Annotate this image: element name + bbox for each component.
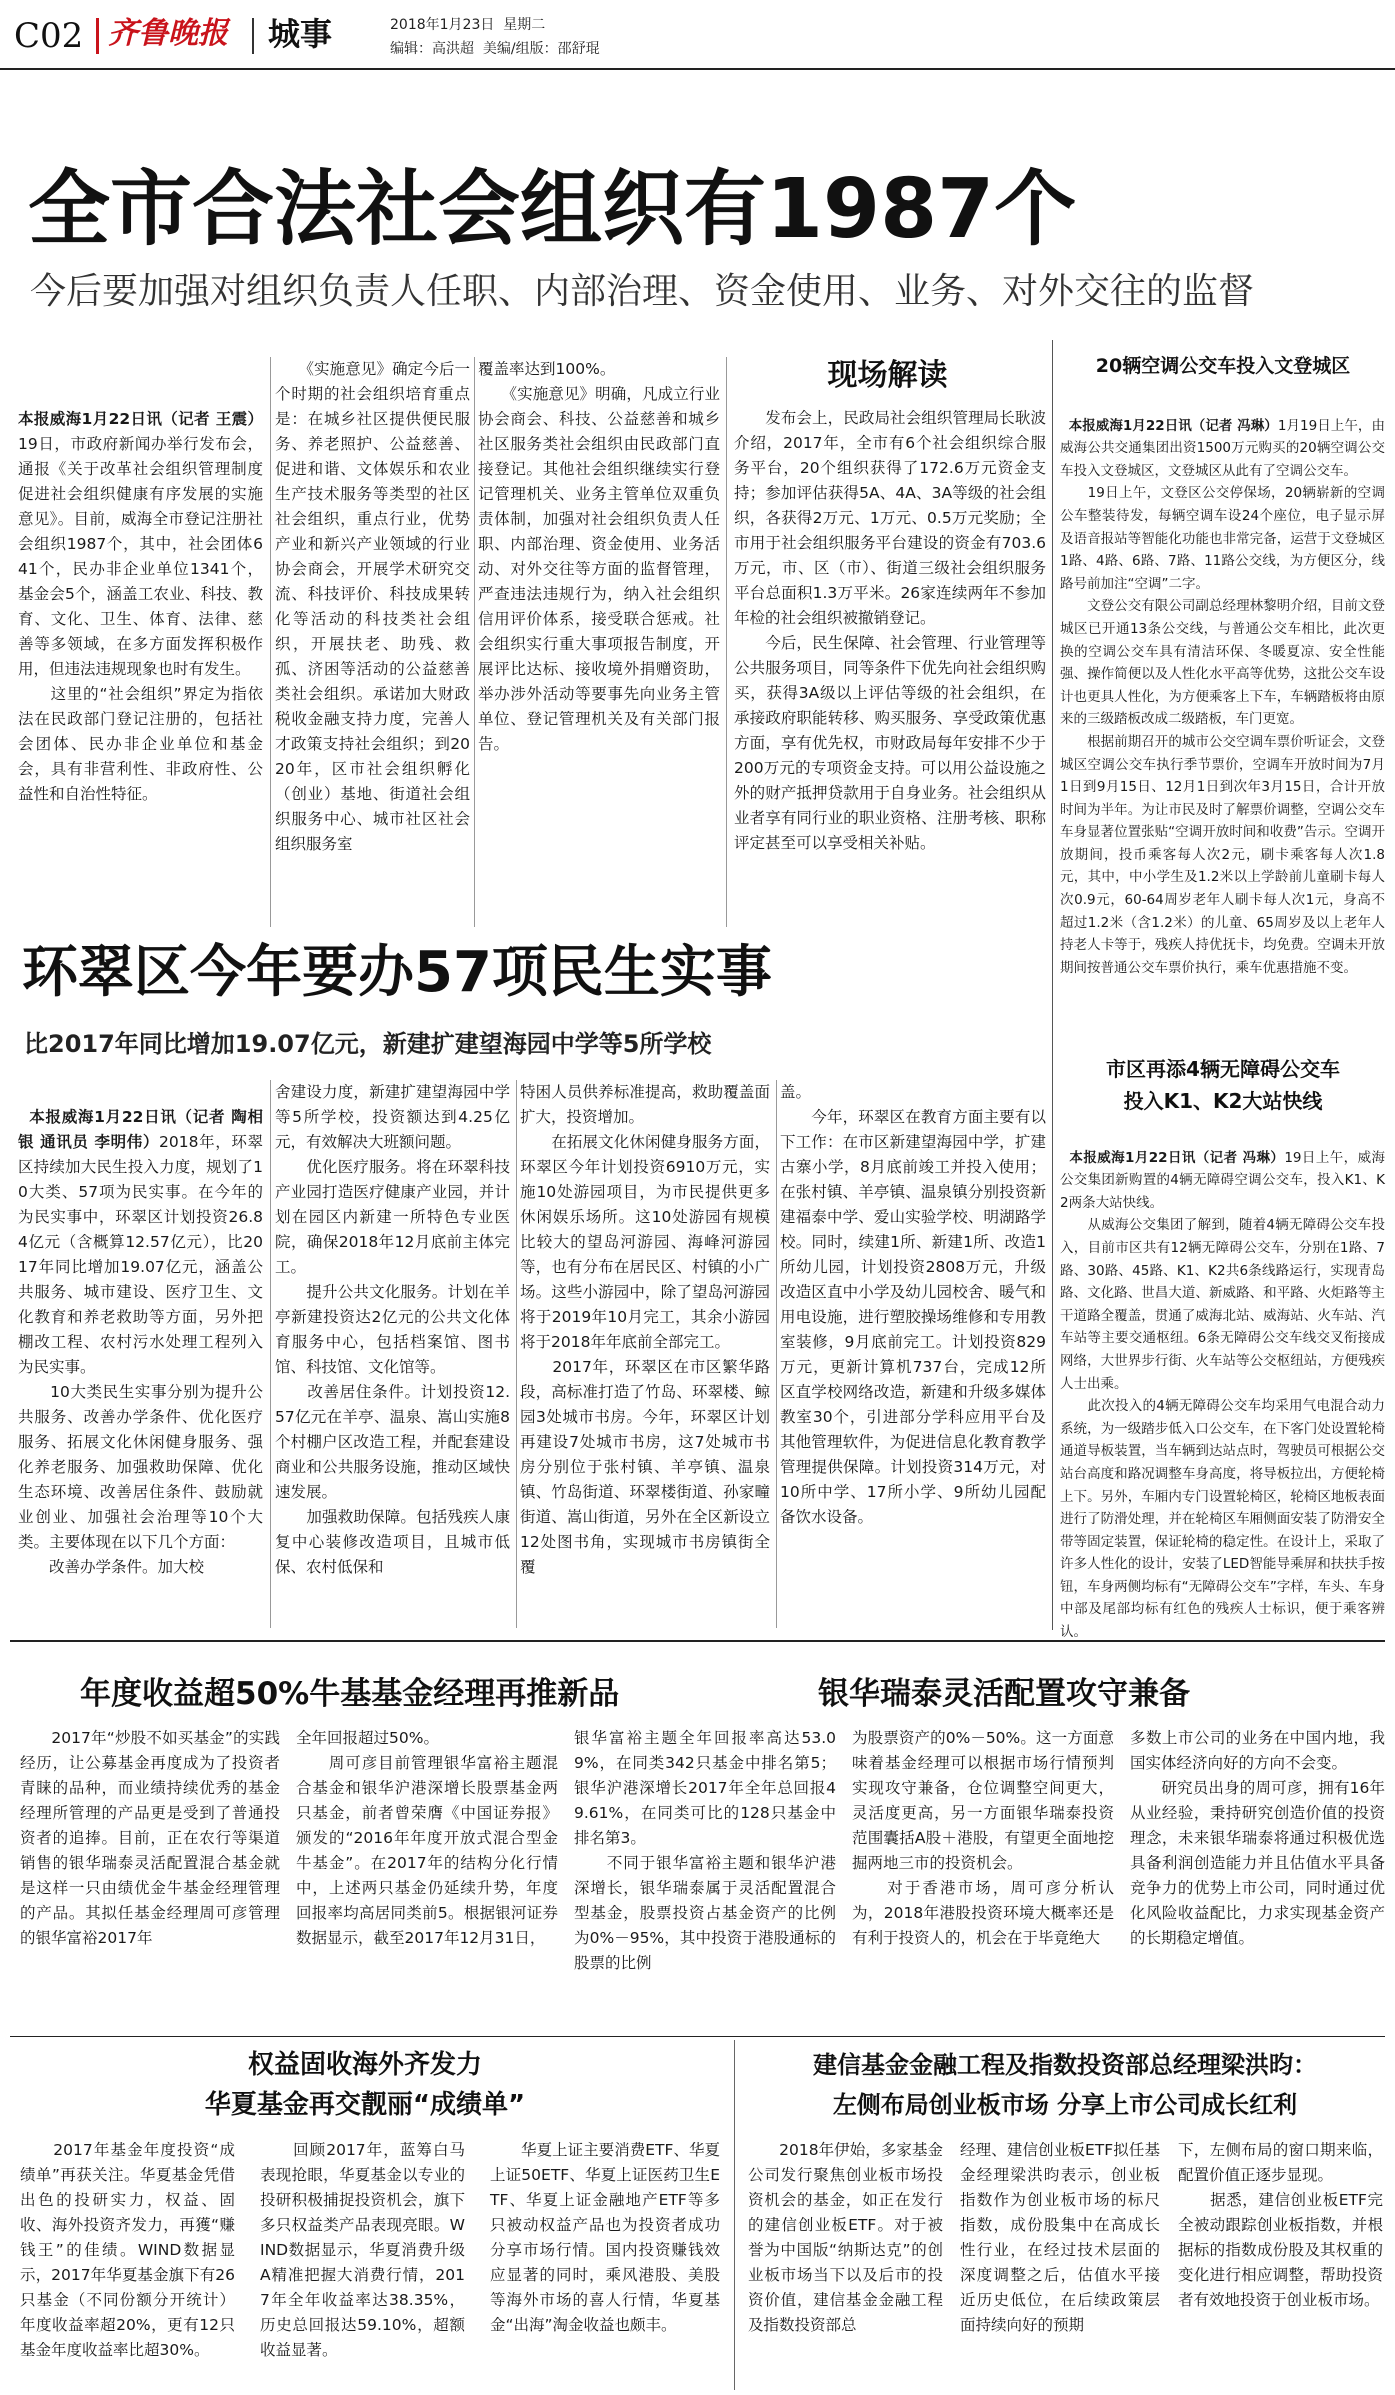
column-divider	[734, 2040, 735, 2390]
sidebar-headline: 投入K1、K2大站快线	[1123, 1089, 1323, 1113]
column-divider	[516, 1080, 517, 1628]
article-column: 回顾2017年，蓝筹白马表现抢眼，华夏基金以专业的投研积极捕捉投资机会，旗下多只权益类产品表现亮眼。WIND数据显示，华夏消费升级A精准把握大消费行情，2017年全年收益率达38.35%，历史总回报达59.10%，超额收益显著。	[260, 2141, 465, 2359]
header-rule	[0, 68, 1395, 70]
dateline: 本报威海1月22日讯（记者 王震）	[18, 410, 263, 428]
headline-main: 全市合法社会组织有1987个	[28, 162, 1077, 257]
article-column: 2017年基金年度投资“成绩单”再获关注。华夏基金凭借出色的投研实力，权益、固收、海外投资齐发力，再獲“赚钱王”的佳绩。WIND数据显示，2017年华夏基金旗下有26只基金（不同份额分开统计）年度收益率超20%，更有12只基金年度收益率比超30%。	[20, 2141, 235, 2359]
headline-second: 环翠区今年要办57项民生实事	[22, 940, 772, 1005]
page-header	[0, 0, 1395, 70]
section-name: 城事	[268, 15, 333, 53]
sidebar-headline: 20辆空调公交车投入文登城区	[1095, 355, 1351, 377]
column-divider	[270, 357, 271, 927]
article-column: 本报威海1月22日讯（记者 王震）19日，市政府新闻办举行发布会，通报《关于改革社会组织管理制度促进社会组织健康有序发展的实施意见》。目前，威海全市登记注册社会组织1987个，其中，社会团体641个，民办非企业单位1341个，基金会5个，涵盖工农业、科技、教育、文化、卫生、体育、法律、慈善等多领域，在多方面发挥积极作用，但违法违规现象也时有发生。 这里的“社会组织”界定为指依法在民政部门登记注册的，包括社会团体、民办非企业单位和基金会，具有非营利性、非政府性、公益性和自治性特征。	[18, 410, 263, 803]
sidebar-article: 本报威海1月22日讯（记者 冯琳）19日上午，威海公交集团新购置的4辆无障碍空调公交车，投入K1、K2两条大站快线。 从威海公交集团了解到，随着4辆无障碍公交车投入，目前市区共有12辆无障碍公交车，分别在1路、7路、30路、45路、K1、K2共6条线路运行，实现青岛路、文化路、世昌大道、新威路、和平路、火炬路等主干道路全覆盖，贯通了威海北站、威海站、火车站、汽车站等主要交通枢纽。6条无障碍公交车线交叉衔接成网络，大世界步行街、火车站等公交枢纽站，方便残疾人士出乘。 此次投入的4辆无障碍公交车均采用气电混合动力系统，为一级踏步低入口公交车，在下客门处设置轮椅通道导板装置，当车辆到达站点时，驾驶员可根据公交站台高度和路况调整车身高度，将导板拉出，方便轮椅上下。另外，车厢内专门设置轮椅区，轮椅区地板表面进行了防滑处理，并在轮椅区车厢侧面安装了防滑安全带等固定装置，保证轮椅的稳定性。在设计上，采取了许多人性化的设计，安装了LED智能导乘屏和扶扶手按钮，车身两侧均标有“无障碍公交车”字样，车头、车身中部及尾部均标有红色的残疾人士标识，便于乘客辨认。	[1060, 1149, 1385, 1641]
editor-credits: 编辑：高洪超 美编/组版：邵舒琨	[390, 41, 600, 57]
divider-bar	[252, 18, 254, 54]
article-column: 华夏上证主要消费ETF、华夏上证50ETF、华夏上证医药卫生ETF、华夏上证金融地产ETF等多只被动权益产品也为投资者成功分享市场行情。国内投资赚钱效应显著的同时，乘风港股、美股等海外市场的喜人行情，华夏基金“出海”淘金收益也颇丰。	[490, 2141, 720, 2334]
article-column: 发布会上，民政局社会组织管理局长耿波介绍，2017年，全市有6个社会组织综合服务平台，20个组织获得了172.6万元资金支持；参加评估获得5A、4A、3A等级的社会组织，各获得2万元、1万元、0.5万元奖励；全市用于社会组织服务平台建设的资金有703.6万元，市、区（市）、街道三级社会组织服务平台总面积1.3万平米。26家连续两年不参加年检的社会组织被撤销登记。 今后，民生保障、社会管理、行业管理等公共服务项目，同等条件下优先向社会组织购买，获得3A级以上评估等级的社会组织，在承接政府职能转移、购买服务、享受政策优惠方面，享有优先权，市财政局每年安排不少于200万元的专项资金支持。可以用公益设施之外的财产抵押贷款用于自身业务。社会组织从业者享有同行业的职业资格、注册考核、职称评定甚至可以享受相关补贴。	[734, 409, 1046, 852]
sidebar-article: 本报威海1月22日讯（记者 冯琳）1月19日上午，由威海公共交通集团出资1500万元购买的20辆空调公交车投入文登城区，文登城区从此有了空调公交车。 19日上午，文登区公交停保场，20辆崭新的空调公车整装待发，每辆空调车设24个座位，电子显示屏及语音报站等智能化功能也非常完备，运营于文登城区1路、4路、6路、7路、11路公交线，为方便区分，线路号前加注“空调”二字。 文登公交有限公司副总经理林黎明介绍，目前文登城区已开通13条公交线，与普通公交车相比，此次更换的空调公交车具有清洁环保、冬暖夏凉、安全性能强、操作简便以及人性化水平高等优势，这批公交车设计也更具人性化，为方便乘客上下车，车辆踏板将由原来的三级踏板改成二级踏板，车门更宽。 根据前期召开的城市公交空调车票价听证会，文登城区空调公交车执行季节票价，空调车开放时间为7月1日到9月15日、12月1日到次年3月15日，合计开放时间为半年。为让市民及时了解票价调整，空调公交车车身显著位置张贴“空调开放时间和收费”告示。空调开放期间，投币乘客每人次2元，刷卡乘客每人次1.8元，其中，中小学生及1.2米以上学龄前儿童刷卡每人次0.9元，60-64周岁老年人刷卡每人次1元，身高不超过1.2米（含1.2米）的儿童、65周岁及以上老年人持老人卡等于，残疾人持优抚卡，均免费。空调未开放期间按普通公交车票价执行，乘车优惠措施不变。	[1060, 417, 1385, 976]
article-column: 本报威海1月22日讯（记者 陶相银 通讯员 李明伟）2018年，环翠区持续加大民生投入力度，规划了10大类、57项为民实事。在今年的为民实事中，环翠区计划投资26.84亿元（含概算12.57亿元），比2017年同比增加19.07亿元，涵盖公共服务、城市建设、医疗卫生、文化教育和养老救助等方面，另外把棚改工程、农村污水处理工程列入为民实事。 10大类民生实事分别为提升公共服务、改善办学条件、优化医疗服务、拓展文化休闲健身服务、强化养老服务、加强救助保障、优化生态环境、改善居住条件、鼓励就业创业、加强社会治理等10个大类。主要体现在以下几个方面： 改善办学条件。加大校	[18, 1108, 263, 1576]
fund-headline: 权益固收海外齐发力	[247, 2050, 482, 2080]
section-rule	[10, 1640, 1385, 1642]
fund-headline: 左侧布局创业板市场 分享上市公司成长红利	[832, 2091, 1298, 2119]
column-divider	[474, 357, 475, 927]
column-divider	[726, 357, 727, 927]
section-title-interpretation: 现场解读	[827, 358, 948, 393]
article-column: 多数上市公司的业务在中国内地，我国实体经济向好的方向不会变。 研究员出身的周可彦，拥有16年从业经验，秉持研究创造价值的投资理念，未来银华瑞泰将通过积极优选具备利润创造能力并且估值水平具备竞争力的优势上市公司，同时通过优化风险收益配比，力求实现基金资产的长期稳定增值。	[1130, 1729, 1385, 1947]
divider-bar	[96, 18, 99, 54]
article-column: 盖。 今年，环翠区在教育方面主要有以下工作：在市区新建望海园中学，扩建古寨小学，8月底前竣工并投入使用；在张村镇、羊亭镇、温泉镇分别投资新建福泰中学、爱山实验学校、明湖路学校。同时，续建1所、新建1所、改造1所幼儿园，计划投资2808万元，升级改造区直中小学及幼儿园校舍、暖气和用电设施，进行塑胶操场维修和专用教室装修，9月底前完工。计划投资829万元，更新计算机737台，完成12所区直学校网络改造，新建和升级多媒体教室30个，引进部分学科应用平台及其他管理软件，为促进信息化教育教学管理提供保障。计划投资314万元，对10所中学、17所小学、9所幼儿园配备饮水设备。	[780, 1083, 1046, 1526]
article-column: 2018年伊始，多家基金公司发行聚焦创业板市场投资机会的基金，如正在发行的建信创业板ETF。对于被誉为中国版“纳斯达克”的创业板市场当下以及后市的投资价值，建信基金金融工程及指数投资部总	[748, 2141, 943, 2334]
article-column: 特困人员供养标准提高，救助覆盖面扩大，投资增加。 在拓展文化休闲健身服务方面，环翠区今年计划投资6910万元，实施10处游园项目，为市民提供更多休闲娱乐场所。这10处游园有规模比较大的望岛河游园、海峰河游园等，也有分布在居民区、村镇的小广场。这些小游园中，除了望岛河游园将于2019年10月完工，其余小游园将于2018年年底前全部完工。 2017年，环翠区在市区繁华路段，高标准打造了竹岛、环翠楼、鲸园3处城市书房。今年，环翠区计划再建设7处城市书房，这7处城市书房分别位于张村镇、羊亭镇、温泉镇、竹岛街道、环翠楼街道、孙家疃街道、嵩山街道，另外在全区新设立12处图书角，实现城市书房镇街全覆	[520, 1083, 770, 1576]
dateline: 本报威海1月22日讯（记者 冯琳）	[1069, 1149, 1285, 1166]
column-divider	[776, 1080, 777, 1628]
article-column: 覆盖率达到100%。 《实施意见》明确，凡成立行业协会商会、科技、公益慈善和城乡社区服务类社会组织由民政部门直接登记。其他社会组织继续实行登记管理机关、业务主管单位双重负责体制，加强对社会组织负责人任职、内部治理、资金使用、业务活动、对外交往等方面的监督管理，严查违法违规行为，纳入社会组织信用评价体系，接受联合惩戒。社会组织实行重大事项报告制度，开展评比达标、接收境外捐赠资助，举办涉外活动等要事先向业务主管单位、登记管理机关及有关部门报告。	[478, 360, 720, 753]
dateline: 本报威海1月22日讯（记者 陶相银 通讯员 李明伟）	[18, 1108, 263, 1151]
article-column: 舍建设力度，新建扩建望海园中学等5所学校，投资额达到4.25亿元，有效解决大班额问题。 优化医疗服务。将在环翠科技产业园打造医疗健康产业园，并计划在园区内新建一所特色专业医院，确保2018年12月底前主体完工。 提升公共文化服务。计划在羊亭新建投资达2亿元的公共文化体育服务中心，包括档案馆、图书馆、科技馆、文化馆等。 改善居住条件。计划投资12.57亿元在羊亭、温泉、嵩山实施8个村棚户区改造工程，并配套建设商业和公共服务设施，推动区域快速发展。 加强救助保障。包括残疾人康复中心装修改造项目，且城市低保、农村低保和	[275, 1083, 510, 1576]
fund-headline: 年度收益超50%牛基基金经理再推新品	[80, 1676, 620, 1712]
article-column: 全年回报超过50%。 周可彦目前管理银华富裕主题混合基金和银华沪港深增长股票基金两只基金，前者曾荣膺《中国证券报》颁发的“2016年年度开放式混合型金牛基金”。在2017年的结构分化行情中，上述两只基金仍延续升势，年度回报率均高居同类前5。根据银河证券数据显示，截至2017年12月31日，	[296, 1729, 558, 1947]
fund-headline: 华夏基金再交靓丽“成绩单”	[204, 2090, 526, 2120]
section-rule	[10, 2036, 1385, 2037]
article-column: 经理、建信创业板ETF拟任基金经理梁洪昀表示，创业板指数作为创业板市场的标尺指数，成份股集中在高成长性行业，在经过技术层面的深度调整之后，估值水平接近历史低位，在后续政策层面持续向好的预期	[960, 2141, 1160, 2334]
article-column: 下，左侧布局的窗口期来临，配置价值正逐步显现。 据悉，建信创业板ETF完全被动跟踪创业板指数，并根据标的指数成份股及其权重的变化进行相应调整，帮助投资者有效地投资于创业板市场。	[1178, 2141, 1383, 2309]
issue-date: 2018年1月23日 星期二	[390, 17, 546, 33]
subheadline: 比2017年同比增加19.07亿元，新建扩建望海园中学等5所学校	[24, 1030, 712, 1058]
article-column: 银华富裕主题全年回报率高达53.09%，在同类342只基金中排名第5；银华沪港深增长2017年全年总回报49.61%，在同类可比的128只基金中排名第3。 不同于银华富裕主题和银华沪港深增长，银华瑞泰属于灵活配置混合型基金，股票投资占基金资产的比例为0%－95%，其中投资于港股通标的股票的比例	[574, 1729, 836, 1972]
article-column: 《实施意见》确定今后一个时期的社会组织培育重点是：在城乡社区提供便民服务、养老照护、公益慈善、促进和谐、文体娱乐和农业生产技术服务等类型的社区社会组织，重点行业，优势产业和新兴产业领域的行业协会商会，开展学术研究交流、科技评价、科技成果转化等活动的科技类社会组织，开展扶老、助残、救孤、济困等活动的公益慈善类社会组织。承诺加大财政税收金融支持力度，完善人才政策支持社会组织；到2020年，区市社会组织孵化（创业）基地、街道社会组织服务中心、城市社区社会组织服务室	[275, 360, 470, 853]
article-column: 2017年“炒股不如买基金”的实践经历，让公募基金再度成为了投资者青睐的品种，而业绩持续优秀的基金经理所管理的产品更是受到了普通投资者的追捧。目前，正在农行等渠道销售的银华瑞泰灵活配置混合基金就是这样一只由绩优金牛基金经理管理的产品。其拟任基金经理周可彦管理的银华富裕2017年	[20, 1729, 280, 1947]
fund-headline: 建信基金金融工程及指数投资部总经理梁洪昀：	[813, 2051, 1317, 2079]
sidebar-divider	[1052, 340, 1053, 1630]
article-column: 为股票资产的0%－50%。这一方面意味着基金经理可以根据市场行情预判实现攻守兼备，仓位调整空间更大，灵活度更高，另一方面银华瑞泰投资范围囊括A股＋港股，有望更全面地挖掘两地三市的投资机会。 对于香港市场，周可彦分析认为，2018年港股投资环境大概率还是有利于投资人的，机会在于毕竟绝大	[852, 1729, 1114, 1947]
dateline: 本报威海1月22日讯（记者 冯琳）	[1068, 417, 1278, 434]
subheadline: 今后要加强对组织负责人任职、内部治理、资金使用、业务、对外交往的监督	[30, 271, 1255, 312]
sidebar-headline: 市区再添4辆无障碍公交车	[1106, 1057, 1340, 1081]
newspaper-logo: 齐鲁晚报	[108, 16, 228, 51]
page-number: C02	[14, 16, 84, 56]
column-divider	[270, 1080, 271, 1628]
fund-headline: 银华瑞泰灵活配置攻守兼备	[818, 1676, 1190, 1712]
